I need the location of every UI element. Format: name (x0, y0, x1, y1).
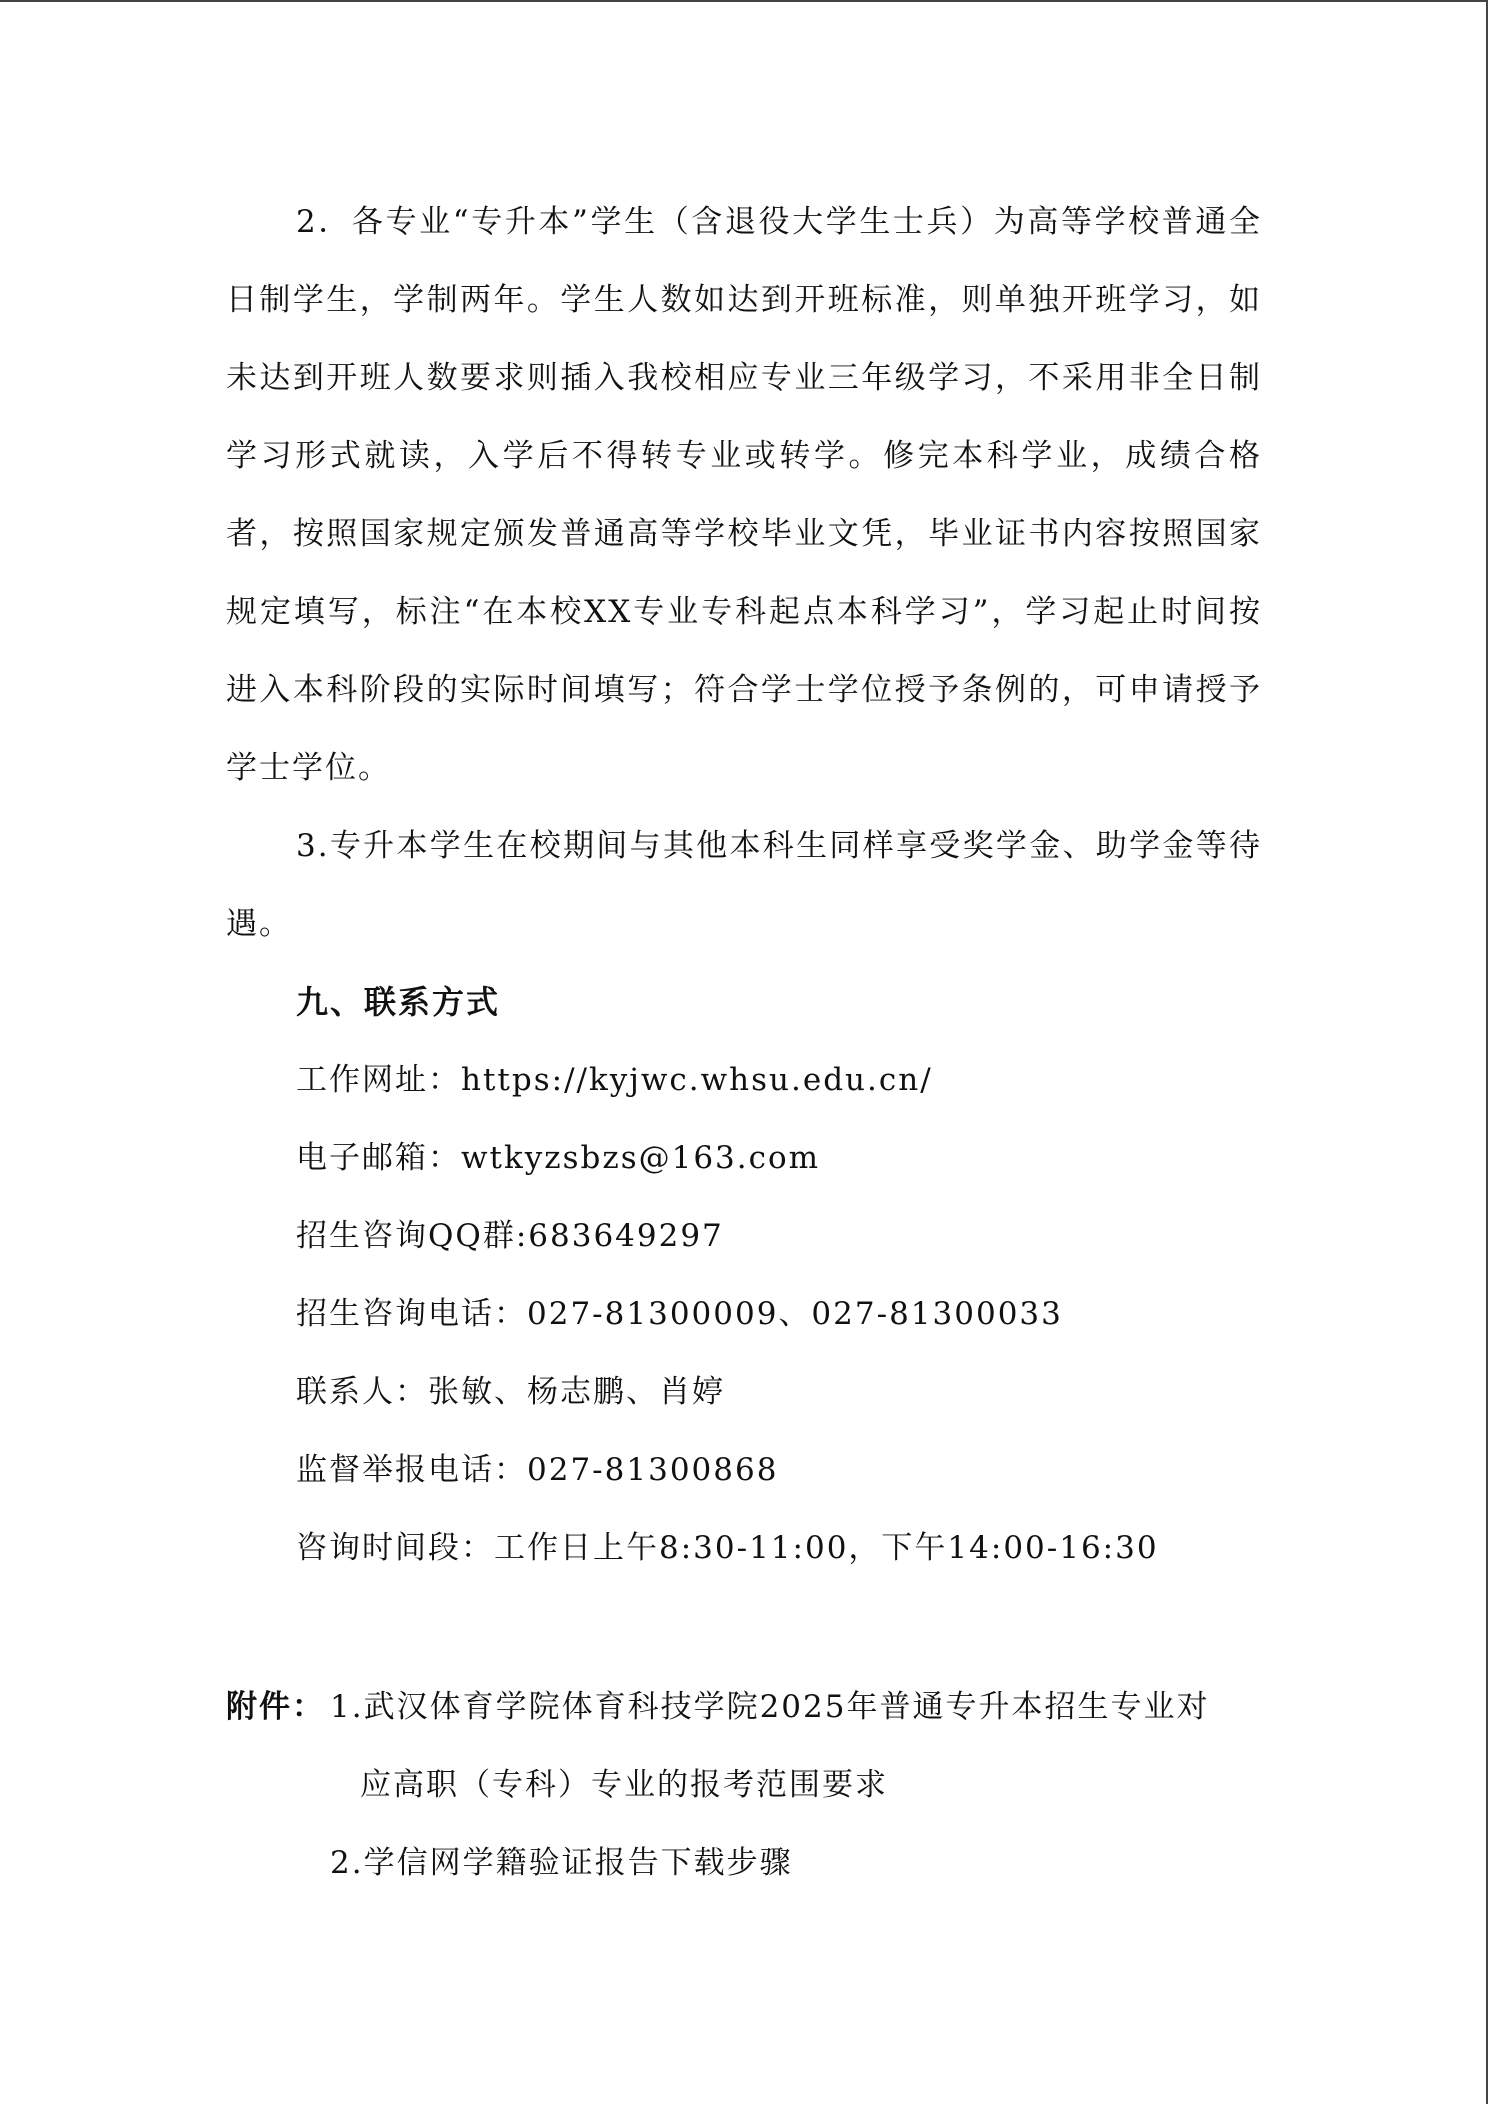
attachment-item-2: 2.学信网学籍验证报告下载步骤 (330, 1845, 793, 1881)
contact-report-phone: 监督举报电话：027-81300868 (296, 1452, 779, 1488)
contact-hours: 咨询时间段：工作日上午8:30-11:00，下午14:00-16:30 (296, 1530, 1159, 1566)
contact-qq-group: 招生咨询QQ群:683649297 (296, 1218, 724, 1254)
attachments-label: 附件： (226, 1689, 325, 1725)
attachment-item-1-line-1: 1.武汉体育学院体育科技学院2025年普通专升本招生专业对 (330, 1689, 1210, 1725)
contact-persons: 联系人：张敏、杨志鹏、肖婷 (296, 1374, 725, 1410)
section-title-contact: 九、联系方式 (296, 983, 501, 1021)
paragraph-3: 3.专升本学生在校期间与其他本科生同样享受奖学金、助学金等待遇。 (226, 828, 1262, 942)
contact-website: 工作网址：https://kyjwc.whsu.edu.cn/ (296, 1062, 933, 1098)
contact-email: 电子邮箱：wtkyzsbzs@163.com (296, 1140, 821, 1176)
contact-phone: 招生咨询电话：027-81300009、027-81300033 (296, 1296, 1063, 1332)
attachments-block (226, 1668, 1266, 1881)
contact-list (296, 1041, 1159, 1587)
attachment-item-1-line-2: 应高职（专科）专业的报考范围要求 (360, 1767, 888, 1803)
paragraph-2: 2．各专业“专升本”学生（含退役大学生士兵）为高等学校普通全日制学生，学制两年。学生人数如达到开班标准，则单独开班学习，如未达到开班人数要求则插入我校相应专业三年级学习，不采用非全日制学习形式就读，入学后不得转专业或转学。修完本科学业，成绩合格者，按照国家规定颁发普通高等学校毕业文凭，毕业证书内容按照国家规定填写，标注“在本校XX专业专科起点本科学习”，学习起止时间按进入本科阶段的实际时间填写；符合学士学位授予条例的，可申请授予学士学位。 (226, 204, 1262, 786)
attachment-item-1 (330, 1668, 1266, 1824)
